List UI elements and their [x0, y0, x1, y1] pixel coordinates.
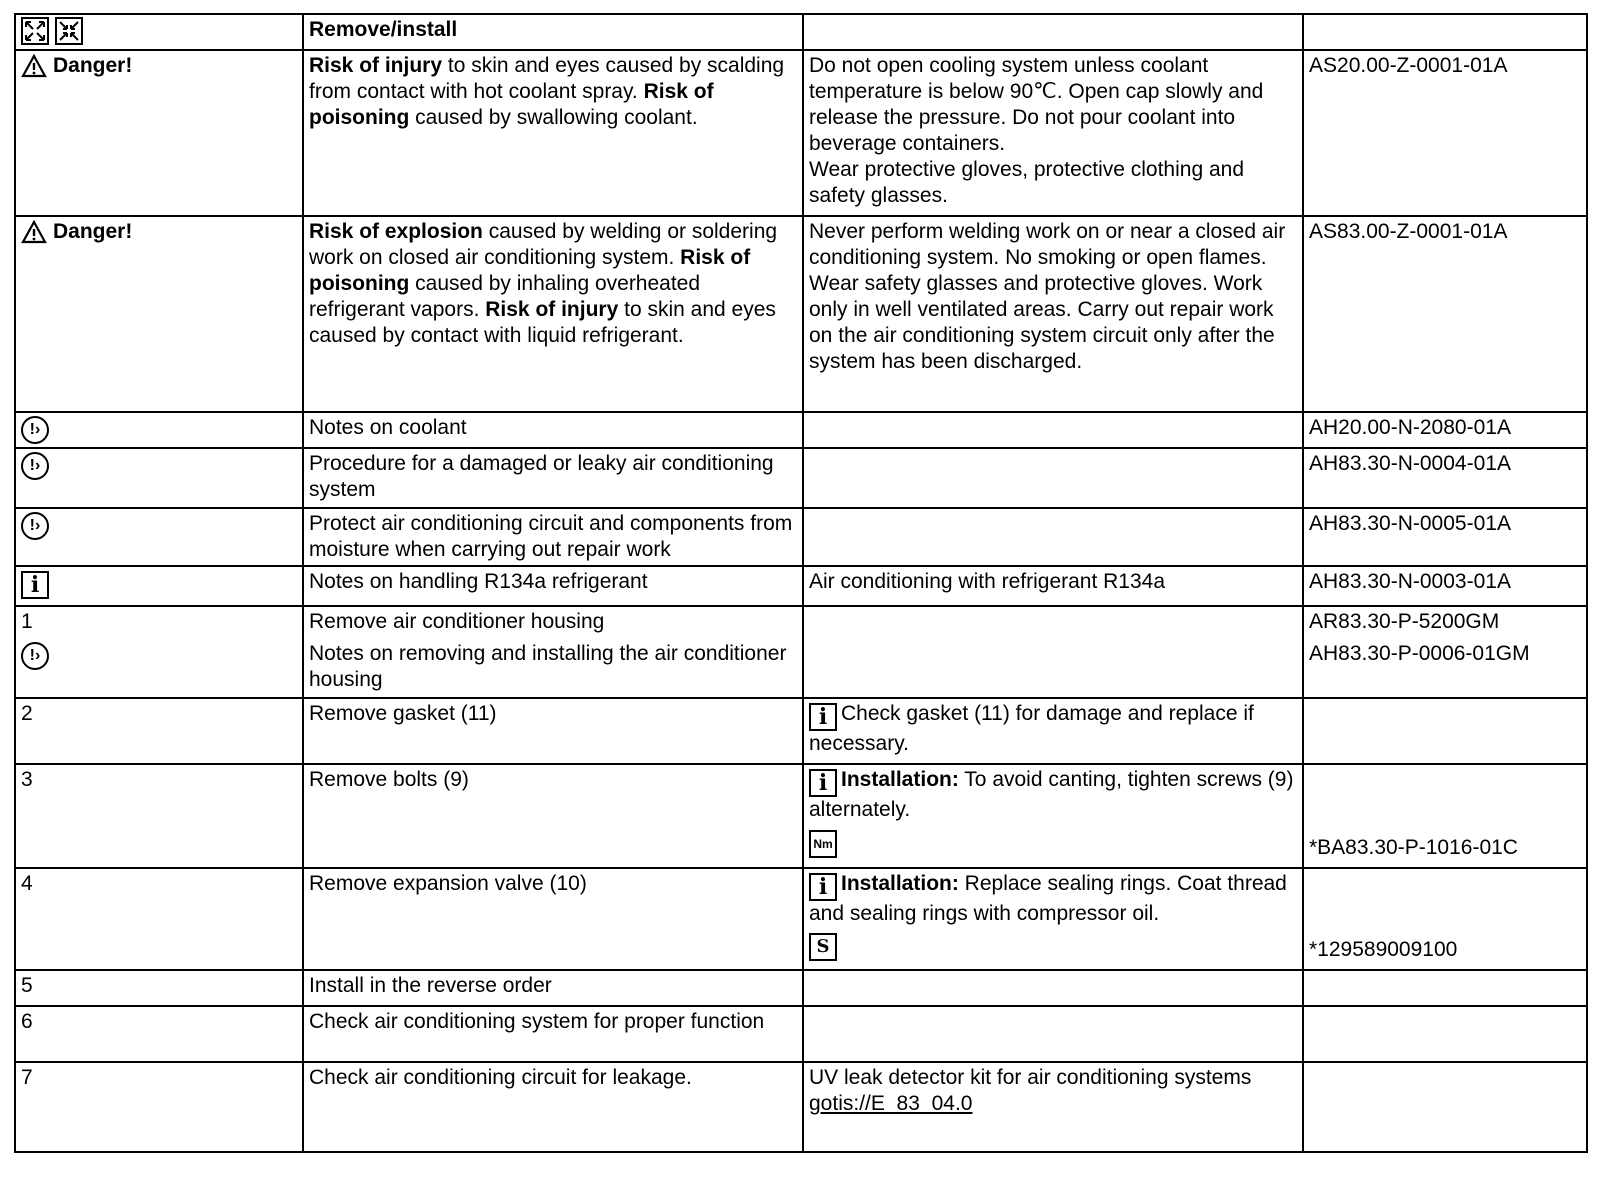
- step-ref-cell: [1303, 970, 1587, 1006]
- risk-text: caused by welding or soldering work on closed air conditioning system.: [309, 220, 778, 269]
- step-number: 3: [15, 764, 303, 868]
- step-number: 5: [15, 970, 303, 1006]
- gotis-link[interactable]: gotis://E_83_04.0: [809, 1092, 973, 1115]
- header-empty-cell: [803, 14, 1303, 50]
- step-extra-cell: [803, 1006, 1303, 1062]
- risk-text: caused by inhaling overheated refrigerant vapors.: [309, 272, 701, 321]
- danger-risk-cell: [303, 50, 803, 216]
- step-info-text: To avoid canting, tighten screws (9) alternately.: [809, 768, 1294, 821]
- note-ref[interactable]: AH83.30-N-0004-01A: [1303, 448, 1587, 508]
- note-icon-cell: [15, 566, 303, 606]
- note-text: Protect air conditioning circuit and components from moisture when carrying out repair work: [303, 508, 803, 566]
- info-icon: i: [21, 571, 49, 599]
- step-note-ref[interactable]: AH83.30-P-0006-01GM: [1309, 642, 1530, 665]
- note-circle-icon: !›: [21, 452, 49, 480]
- info-icon: i: [809, 703, 837, 731]
- danger-measures-cell: [803, 50, 1303, 216]
- risk-title: Risk of poisoning: [309, 246, 751, 295]
- note-extra: [803, 448, 1303, 508]
- step-extra-cell: [803, 970, 1303, 1006]
- note-ref[interactable]: AH20.00-N-2080-01A: [1303, 412, 1587, 448]
- table-row-step: [15, 1006, 1587, 1062]
- step-text: Remove bolts (9): [303, 764, 803, 868]
- step-ref-cell: [1303, 698, 1587, 764]
- table-row-note: [15, 412, 1587, 448]
- table-row-danger: [15, 216, 1587, 412]
- step-text: Check air conditioning system for proper function: [303, 1006, 803, 1062]
- step-ref-cell: [1303, 606, 1587, 698]
- danger-label-cell: [15, 216, 303, 412]
- step-info-text: Replace sealing rings. Coat thread and sealing rings with compressor oil.: [809, 872, 1287, 925]
- step-text: Remove gasket (11): [303, 698, 803, 764]
- step-info-cell: [803, 868, 1303, 970]
- torque-ref[interactable]: *BA83.30-P-1016-01C: [1309, 836, 1518, 859]
- step-text: Remove expansion valve (10): [303, 868, 803, 970]
- step-ref-cell: [1303, 868, 1587, 970]
- step-ref[interactable]: AR83.30-P-5200GM: [1309, 610, 1500, 633]
- table-row-step: [15, 970, 1587, 1006]
- table-row-step: [15, 1062, 1587, 1152]
- step-note-text: Notes on removing and installing the air conditioner housing: [309, 642, 787, 691]
- danger-ref-cell[interactable]: AS20.00-Z-0001-01A: [1303, 50, 1587, 216]
- header-icons-cell: [15, 14, 303, 50]
- danger-measures-cell: Never perform welding work on or near a closed air conditioning system. No smoking or open flames. Wear safety glasses and protective gloves. Work only in well ventilated areas. Carry out repair work on the air conditioning system circuit only after the system has been discharged.: [803, 216, 1303, 412]
- note-ref[interactable]: AH83.30-N-0005-01A: [1303, 508, 1587, 566]
- danger-label: Danger!: [53, 220, 133, 243]
- table-row-danger: [15, 50, 1587, 216]
- note-ref[interactable]: AH83.30-N-0003-01A: [1303, 566, 1587, 606]
- risk-text: to skin and eyes caused by contact with liquid refrigerant.: [309, 298, 776, 347]
- step-number-cell: [15, 606, 303, 698]
- step-ref-cell: [1303, 1062, 1587, 1152]
- procedure-table: [14, 13, 1588, 1153]
- installation-label: Installation:: [841, 872, 959, 895]
- step-text-cell: [303, 606, 803, 698]
- note-extra: Air conditioning with refrigerant R134a: [803, 566, 1303, 606]
- table-row-step: [15, 868, 1587, 970]
- measures-text: Do not open cooling system unless coolant temperature is below 90℃. Open cap slowly and release the pressure. Do not pour coolant into beverage containers.: [809, 54, 1264, 155]
- note-extra: [803, 412, 1303, 448]
- risk-title: Risk of injury: [485, 298, 619, 321]
- table-row-step: [15, 606, 1587, 698]
- expand-arrows-icon[interactable]: [21, 17, 49, 45]
- table-row-note: [15, 566, 1587, 606]
- measures-text: Wear protective gloves, protective clothing and safety glasses.: [809, 158, 1245, 207]
- note-icon-cell: [15, 508, 303, 566]
- note-text: Procedure for a damaged or leaky air conditioning system: [303, 448, 803, 508]
- risk-text: to skin and eyes caused by scalding from contact with hot coolant spray.: [309, 54, 785, 103]
- risk-text: caused by swallowing coolant.: [409, 106, 698, 129]
- step-info-text: Check gasket (11) for damage and replace if necessary.: [809, 702, 1254, 755]
- step-ref-cell: [1303, 764, 1587, 868]
- table-row-header: [15, 14, 1587, 50]
- step-info-cell: [803, 698, 1303, 764]
- table-row-note: [15, 508, 1587, 566]
- warning-triangle-icon: [21, 54, 47, 78]
- step-info-cell: [803, 764, 1303, 868]
- note-icon-cell: [15, 412, 303, 448]
- installation-label: Installation:: [841, 768, 959, 791]
- step-extra-cell: [803, 606, 1303, 698]
- note-text: Notes on coolant: [303, 412, 803, 448]
- risk-title: Risk of poisoning: [309, 80, 714, 129]
- note-text: Notes on handling R134a refrigerant: [303, 566, 803, 606]
- step-number: 2: [15, 698, 303, 764]
- step-ref-cell: [1303, 1006, 1587, 1062]
- step-extra-text: UV leak detector kit for air conditioning systems: [809, 1066, 1252, 1089]
- step-text: Check air conditioning circuit for leakage.: [303, 1062, 803, 1152]
- torque-icon[interactable]: Nm: [809, 830, 837, 858]
- step-number: 6: [15, 1006, 303, 1062]
- table-row-note: [15, 448, 1587, 508]
- info-icon: i: [809, 873, 837, 901]
- danger-label-cell: [15, 50, 303, 216]
- step-number: 7: [15, 1062, 303, 1152]
- note-circle-icon: !›: [21, 642, 49, 670]
- table-row-step: [15, 764, 1587, 868]
- header-title: Remove/install: [303, 14, 803, 50]
- step-text: Install in the reverse order: [303, 970, 803, 1006]
- risk-title: Risk of injury: [309, 54, 443, 77]
- danger-label: Danger!: [53, 54, 133, 77]
- step-number: 1: [21, 610, 33, 633]
- danger-ref-cell[interactable]: AS83.00-Z-0001-01A: [1303, 216, 1587, 412]
- note-icon-cell: [15, 448, 303, 508]
- table-row-step: [15, 698, 1587, 764]
- note-circle-icon: !›: [21, 512, 49, 540]
- tool-ref[interactable]: *129589009100: [1309, 938, 1458, 961]
- header-empty-cell: [1303, 14, 1587, 50]
- step-extra-cell: [803, 1062, 1303, 1152]
- step-number: 4: [15, 868, 303, 970]
- special-tool-icon[interactable]: S: [809, 933, 837, 961]
- note-circle-icon: !›: [21, 416, 49, 444]
- warning-triangle-icon: [21, 220, 47, 244]
- step-text: Remove air conditioner housing: [309, 610, 605, 633]
- collapse-arrows-icon[interactable]: [55, 17, 83, 45]
- risk-title: Risk of explosion: [309, 220, 483, 243]
- note-extra: [803, 508, 1303, 566]
- danger-risk-cell: [303, 216, 803, 412]
- info-icon: i: [809, 769, 837, 797]
